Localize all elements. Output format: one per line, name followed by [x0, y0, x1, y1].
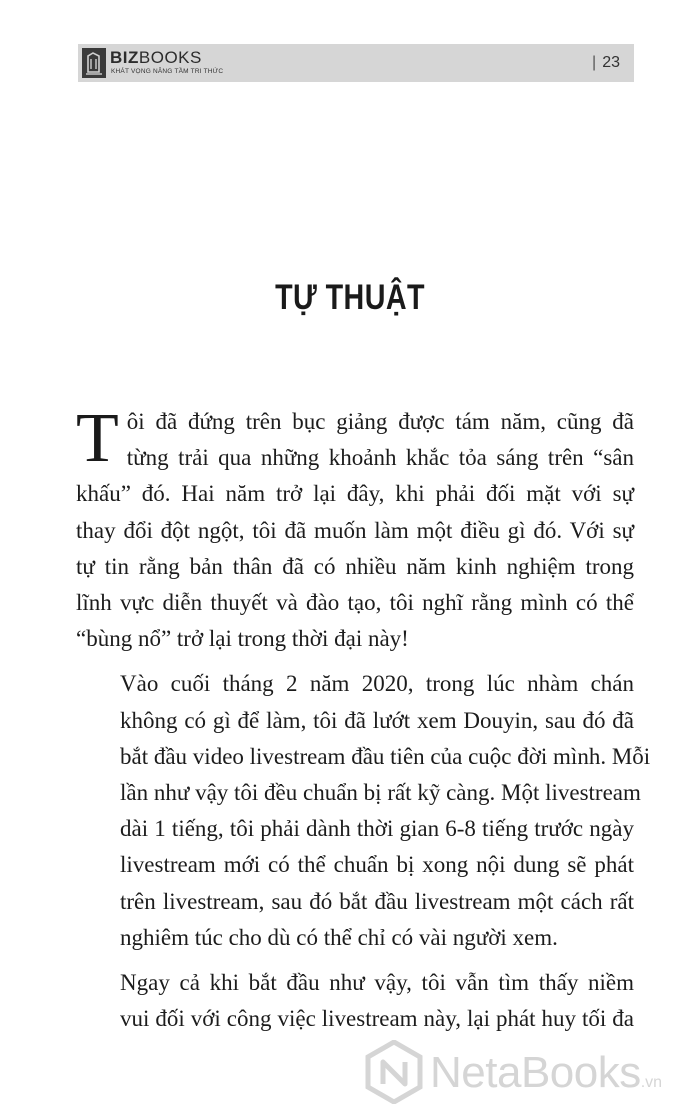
text-line: thay đổi đột ngột, tôi đã muốn làm một điều gì đó. Với sự — [76, 517, 634, 543]
page-number-separator: | — [592, 54, 597, 71]
text-line: lĩnh vực diễn thuyết và đào tạo, tôi nghĩ rằng mình có thể — [76, 590, 634, 616]
page-number-value: 23 — [602, 54, 620, 71]
text-line: nghiêm túc cho dù có thể chỉ có vài người xem. — [120, 924, 558, 950]
text-line: bắt đầu video livestream đầu tiên của cuộc đời mình. Mỗi — [120, 743, 651, 769]
text-line: vui đối với công việc livestream này, lại phát huy tối đa — [120, 1006, 634, 1032]
text-line: Vào cuối tháng 2 năm 2020, trong lúc nhàm chán — [120, 671, 634, 697]
brand-tagline: KHÁT VỌNG NÂNG TẦM TRI THỨC — [111, 68, 224, 75]
bizbooks-logo-icon — [82, 48, 106, 78]
text-line: Ngay cả khi bắt đầu như vậy, tôi vẫn tìm thấy niềm — [120, 970, 634, 996]
netabooks-logo-icon — [364, 1040, 424, 1109]
text-line: tự tin rằng bản thân đã có nhiều năm kinh nghiệm trong — [76, 553, 634, 579]
watermark-text: NetaBooks.vn — [430, 1048, 663, 1097]
text-line: ôi đã đứng trên bục giảng được tám năm, cũng đã — [126, 409, 634, 434]
paragraph — [76, 666, 651, 956]
text-line: “bùng nổ” trở lại trong thời đại này! — [76, 626, 409, 652]
paragraph — [76, 965, 634, 1037]
page-number — [592, 54, 620, 72]
watermark — [356, 1036, 696, 1110]
body-text — [76, 400, 651, 1037]
paragraph — [76, 400, 634, 657]
chapter-title: TỰ THUẬT — [275, 278, 425, 317]
text-line: trên livestream, sau đó bắt đầu livestream một cách rất — [120, 888, 634, 914]
text-line: khấu” đó. Hai năm trở lại đây, khi phải đối mặt với sự — [76, 481, 634, 507]
drop-cap: T — [76, 400, 119, 477]
text-line: không có gì để làm, tôi đã lướt xem Douyin, sau đó đã — [120, 707, 634, 733]
text-line: từng trải qua những khoảnh khắc tỏa sáng trên “sân — [126, 445, 634, 471]
text-line: livestream mới có thể chuẩn bị xong nội dung sẽ phát — [120, 852, 634, 878]
text-line: dài 1 tiếng, tôi phải dành thời gian 6-8 tiếng trước ngày — [120, 816, 634, 842]
page-header — [78, 44, 634, 82]
text-line: lần như vậy tôi đều chuẩn bị rất kỹ càng. Một livestream — [120, 780, 641, 806]
brand-name: BIZBOOKS — [110, 48, 202, 67]
